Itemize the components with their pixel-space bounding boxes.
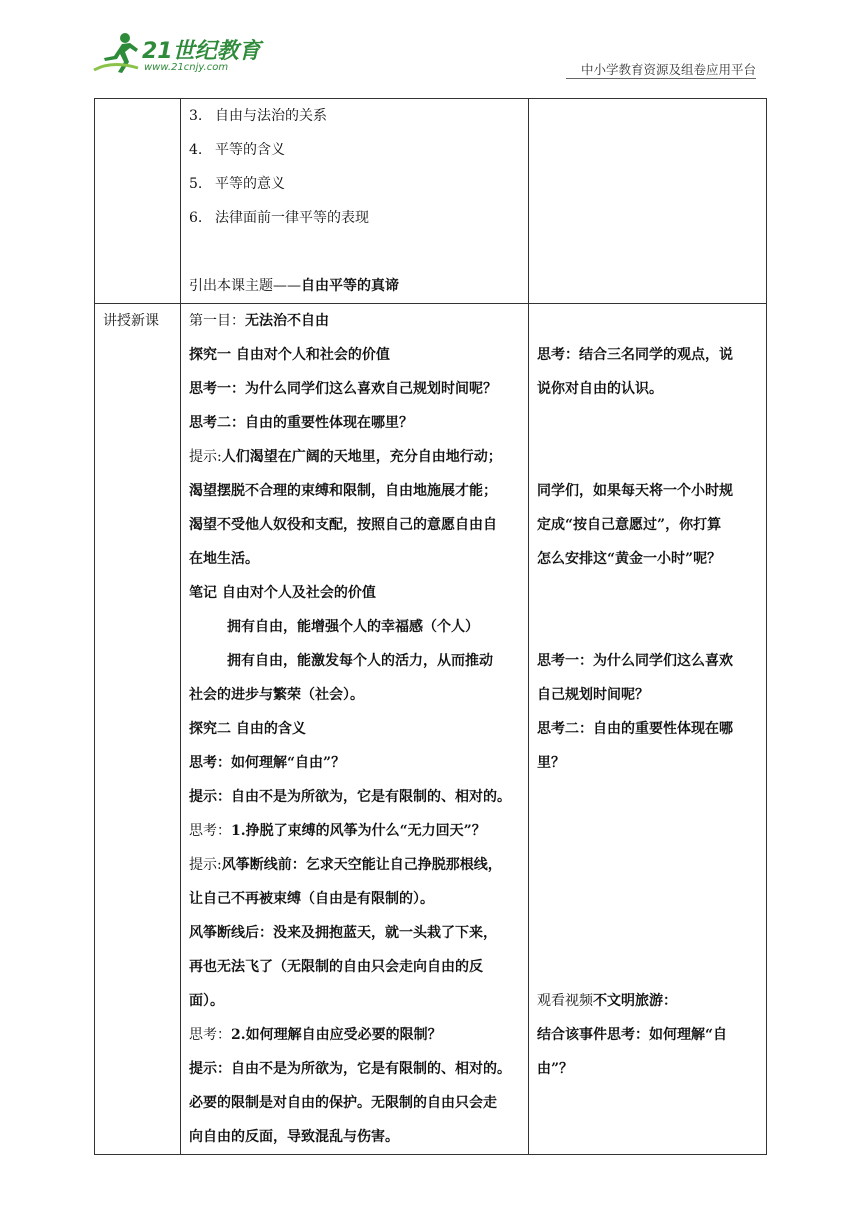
hint: 提示：自由不是为所欲为，它是有限制的、相对的。 <box>189 789 511 805</box>
hint: 渴望摆脱不合理的束缚和限制，自由地施展才能； <box>189 483 497 499</box>
hint: 面）。 <box>189 993 224 1009</box>
note-line: 社会的进步与繁荣（社会）。 <box>189 687 364 703</box>
hint: 渴望不受他人奴役和支配，按照自己的意愿自由自 <box>189 517 497 533</box>
part-title: 第一目：无法治不自由 <box>189 313 329 329</box>
topic-line: 引出本课主题——自由平等的真谛 <box>189 278 399 294</box>
question: 思考二：自由的重要性体现在哪里？ <box>189 415 413 431</box>
runner-logo-icon <box>92 30 142 76</box>
hint: 在地生活。 <box>189 551 259 567</box>
hint: 提示：自由不是为所欲为，它是有限制的、相对的。 <box>189 1061 511 1077</box>
note-line: 拥有自由，能激发每个人的活力，从而推动 <box>227 653 493 669</box>
table-row <box>95 304 767 1155</box>
note-line: 拥有自由，能增强个人的幸福感（个人） <box>227 619 479 635</box>
explore-heading: 探究二 自由的含义 <box>189 721 306 737</box>
section-label: 讲授新课 <box>103 313 159 329</box>
question: 思考：如何理解“自由”？ <box>189 755 346 771</box>
hint: 向自由的反面，导致混乱与伤害。 <box>189 1129 399 1145</box>
question: 思考：1.挣脱了束缚的风筝为什么“无力回天”？ <box>189 823 486 839</box>
list-item: 5. 平等的意义 <box>189 176 285 192</box>
page-header <box>0 0 860 80</box>
activity-video: 观看视频不文明旅游： <box>537 993 677 1009</box>
header-rule <box>566 78 756 79</box>
activity-question: 结合该事件思考：如何理解“自 <box>537 1027 728 1043</box>
hint: 提示:风筝断线前：乞求天空能让自己挣脱那根线， <box>189 857 502 873</box>
row1-content-cell <box>181 99 529 304</box>
activity-question: 怎么安排这“黄金一小时”呢？ <box>537 551 722 567</box>
row2-label-cell <box>95 304 181 1155</box>
hint: 再也无法飞了（无限制的自由只会走向自由的反 <box>189 959 483 975</box>
activity-question: 思考二：自由的重要性体现在哪 <box>537 721 733 737</box>
note-heading: 笔记 自由对个人及社会的价值 <box>189 585 376 601</box>
platform-title: 中小学教育资源及组卷应用平台 <box>580 62 756 77</box>
hint: 让自己不再被束缚（自由是有限制的）。 <box>189 891 434 907</box>
hint: 必要的限制是对自由的保护。无限制的自由只会走 <box>189 1095 497 1111</box>
row1-label-cell <box>95 99 181 304</box>
activity-question: 思考：结合三名同学的观点，说 <box>537 347 733 363</box>
list-item: 4. 平等的含义 <box>189 142 285 158</box>
hint: 提示:人们渴望在广阔的天地里，充分自由地行动； <box>189 449 502 465</box>
activity-question: 自己规划时间呢？ <box>537 687 649 703</box>
row2-content-cell <box>181 304 529 1155</box>
activity-question: 里？ <box>537 755 565 771</box>
question: 思考：2.如何理解自由应受必要的限制？ <box>189 1027 442 1043</box>
activity-question: 定成“按自己意愿过”，你打算 <box>537 517 722 533</box>
logo-text: 21世纪教育 <box>142 39 261 64</box>
question: 思考一：为什么同学们这么喜欢自己规划时间呢？ <box>189 381 497 397</box>
activity-question: 说你对自由的认识。 <box>537 381 663 397</box>
lesson-table <box>94 98 767 1155</box>
list-item: 6. 法律面前一律平等的表现 <box>189 210 369 226</box>
explore-heading: 探究一 自由对个人和社会的价值 <box>189 347 390 363</box>
activity-question: 思考一：为什么同学们这么喜欢 <box>537 653 733 669</box>
hint: 风筝断线后：没来及拥抱蓝天，就一头栽了下来， <box>189 925 497 941</box>
row2-activity-cell <box>529 304 767 1155</box>
table-row <box>95 99 767 304</box>
list-item: 3. 自由与法治的关系 <box>189 108 327 124</box>
logo <box>92 30 262 78</box>
activity-question: 同学们，如果每天将一个小时规 <box>537 483 733 499</box>
activity-question: 由”？ <box>537 1061 574 1077</box>
logo-url: www.21cnjy.com <box>144 62 229 73</box>
row1-activity-cell <box>529 99 767 304</box>
